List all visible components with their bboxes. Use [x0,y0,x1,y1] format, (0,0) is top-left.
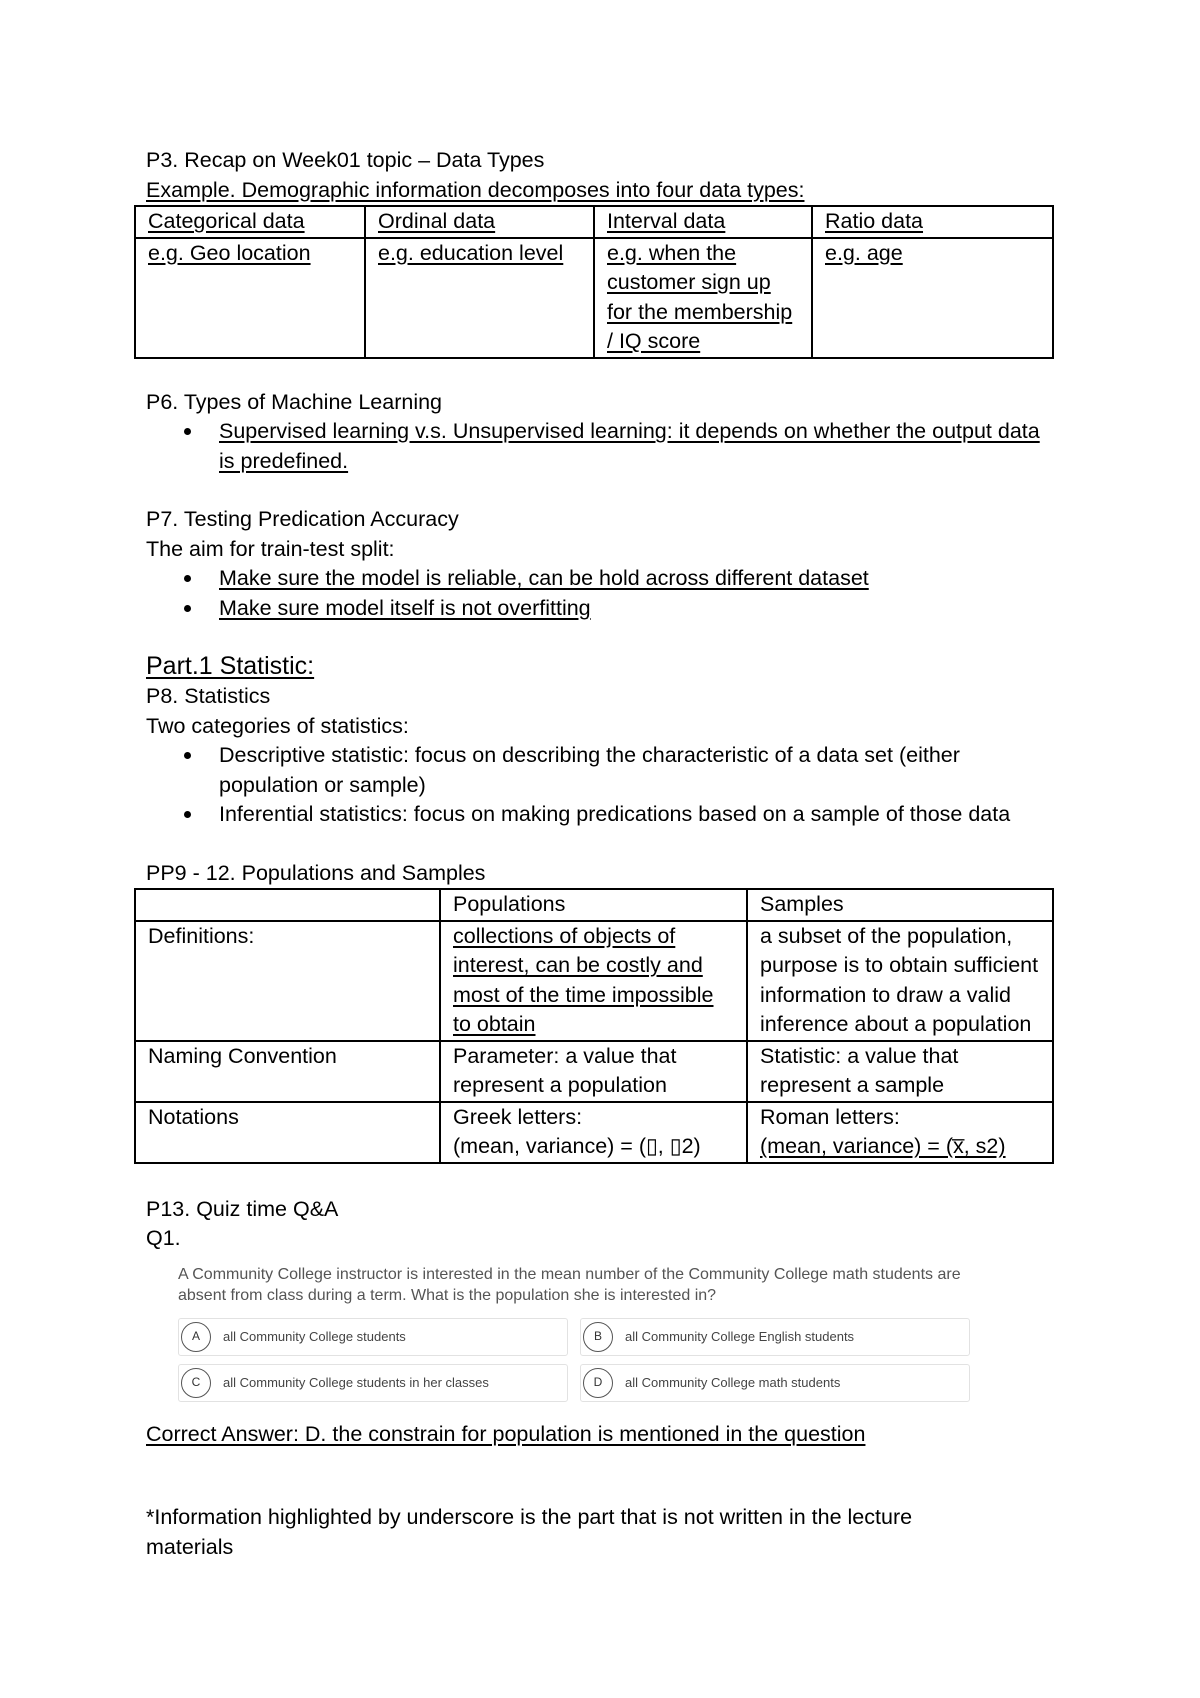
p7-list [146,564,1060,623]
p3-example: Example. Demographic information decomposes into four data types: [146,177,805,202]
example-ordinal: e.g. education level [365,238,594,358]
option-d-text: all Community College math students [625,1374,841,1390]
samples-notation-cell [747,1102,1053,1163]
table-row [135,1102,1053,1163]
table-row [135,206,1053,238]
option-d[interactable] [580,1364,970,1402]
data-types-table [134,205,1054,359]
header-ordinal: Ordinal data [365,206,594,238]
samples-naming: Statistic: a value that represent a sample [747,1041,1053,1102]
populations-naming: Parameter: a value that represent a population [440,1041,747,1102]
p3-heading: P3. Recap on Week01 topic – Data Types [146,148,545,172]
p8-intro: Two categories of statistics: [146,713,409,738]
header-interval: Interval data [594,206,812,238]
option-b-text: all Community College English students [625,1328,855,1344]
footnote: *Information highlighted by underscore is the part that is not written in the lecture materials [146,1505,913,1559]
samples-definition: a subset of the population, purpose is to obtain sufficient information to draw a valid inference about a population [747,921,1053,1041]
samples-notation: (mean, variance) = (x̅, s2) [760,1134,1006,1158]
pp9-heading: PP9 - 12. Populations and Samples [146,860,486,885]
row-label-naming: Naming Convention [135,1041,440,1102]
populations-notation-cell [440,1102,747,1163]
list-item: Supervised learning v.s. Unsupervised learning: it depends on whether the output data is predefined. [146,417,1060,476]
option-a-letter: A [181,1322,211,1352]
option-b[interactable] [580,1318,970,1356]
option-a-text: all Community College students [223,1328,406,1344]
populations-notation: (mean, variance) = (▯, ▯2) [453,1134,701,1158]
option-b-letter: B [583,1322,613,1352]
document-page [146,146,1060,1562]
list-item: Descriptive statistic: focus on describing the characteristic of a data set (either population or sample) [146,741,1060,800]
table-row [135,889,1053,921]
populations-samples-table [134,888,1054,1164]
quiz-card [178,1264,978,1402]
p7-intro: The aim for train-test split: [146,536,395,561]
header-empty [135,889,440,921]
row-label-definitions: Definitions: [135,921,440,1041]
option-c-letter: C [181,1368,211,1398]
p7-heading: P7. Testing Predication Accuracy [146,507,459,531]
p8-list [146,741,1060,830]
p8-heading: P8. Statistics [146,684,271,708]
table-row [135,238,1053,358]
correct-answer: Correct Answer: D. the constrain for population is mentioned in the question [146,1421,866,1446]
populations-notation-label: Greek letters: [453,1104,583,1129]
q1-label: Q1. [146,1226,181,1250]
example-ratio: e.g. age [812,238,1053,358]
row-label-notations: Notations [135,1102,440,1163]
header-samples: Samples [747,889,1053,921]
samples-notation-label: Roman letters: [760,1104,900,1129]
list-item: Inferential statistics: focus on making predications based on a sample of those data [146,800,1060,830]
part1-title: Part.1 Statistic: [146,652,315,680]
option-a[interactable] [178,1318,568,1356]
option-c-text: all Community College students in her classes [223,1374,489,1390]
p6-heading: P6. Types of Machine Learning [146,389,443,414]
option-d-letter: D [583,1368,613,1398]
list-item: Make sure model itself is not overfitting [146,594,1060,624]
table-row [135,921,1053,1041]
example-interval: e.g. when the customer sign up for the membership / IQ score [594,238,812,358]
table-row [135,1041,1053,1102]
example-categorical: e.g. Geo location [135,238,365,358]
header-ratio: Ratio data [812,206,1053,238]
header-populations: Populations [440,889,747,921]
p6-list [146,417,1060,476]
list-item: Make sure the model is reliable, can be hold across different dataset [146,564,1060,594]
populations-definition: collections of objects of interest, can be costly and most of the time impossible to obtain [440,921,747,1041]
p13-heading: P13. Quiz time Q&A [146,1196,339,1221]
header-categorical: Categorical data [135,206,365,238]
quiz-question: A Community College instructor is interested in the mean number of the Community College math students are absent from class during a term. What is the population she is interested in? [178,1265,961,1304]
option-c[interactable] [178,1364,568,1402]
quiz-options [178,1318,978,1402]
